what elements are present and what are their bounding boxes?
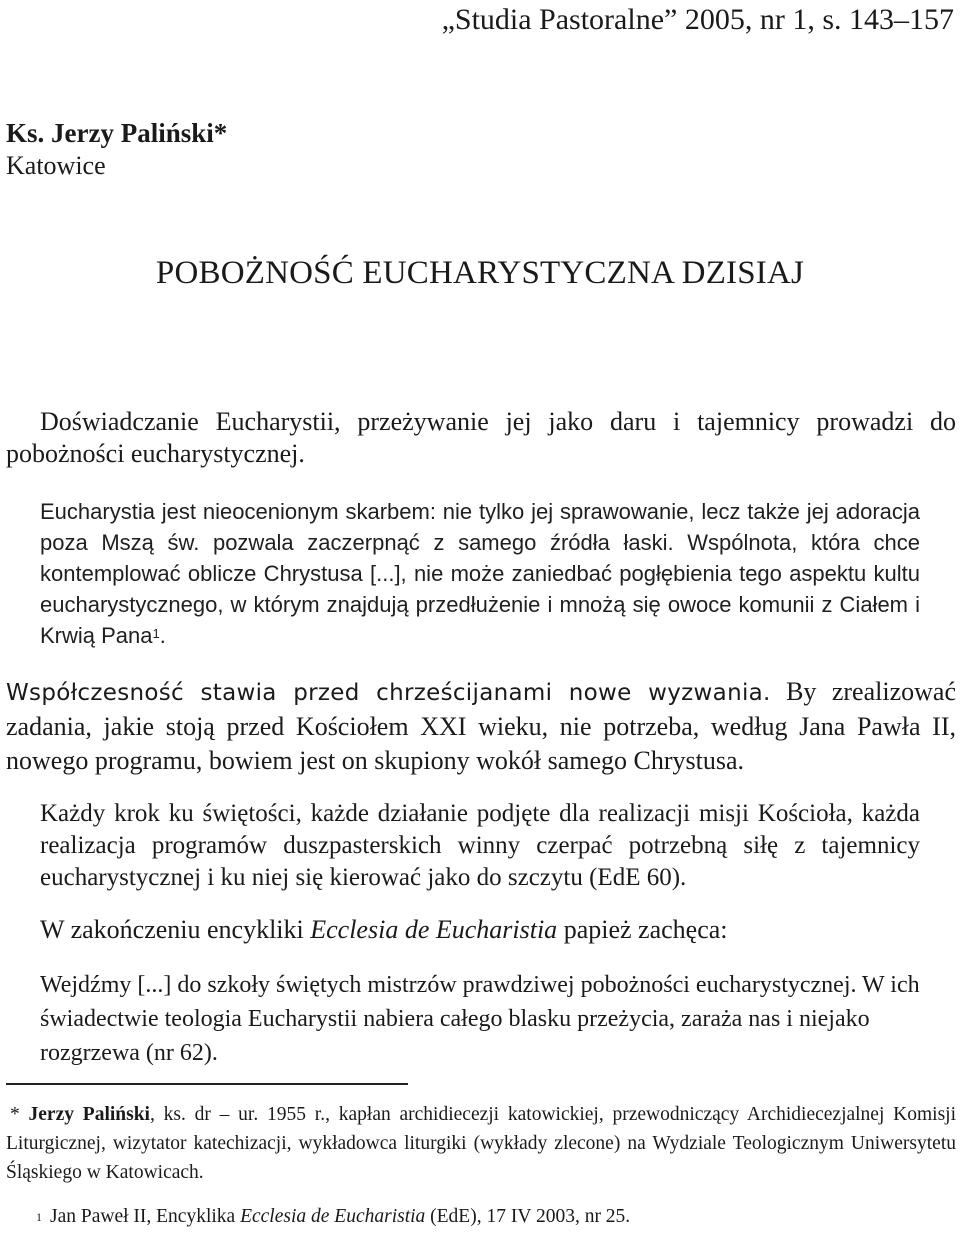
paragraph-2-lead: Współczesność stawia przed chrześcijanami nowe wyzwania.: [6, 680, 771, 706]
article-title: POBOŻNOŚĆ EUCHARYSTYCZNA DZISIAJ: [155, 255, 805, 291]
body-paragraph-2: [6, 675, 956, 778]
journal-reference: „Studia Pastoralne” 2005, nr 1, s. 143–157: [441, 3, 954, 36]
encyclical-title: Ecclesia de Eucharistia: [310, 915, 558, 944]
footnote-author-bio: , kapłan archidiecezji katowickiej, przewodniczący Archidiecezjalnej Komisji Liturgicznej, wizytator katechizacji, wykładowca liturgiki (wykłady zlecone) na Wydziale Teologicznym Uniwersytetu Śląskiego w Katowicach.: [6, 1104, 957, 1183]
author-affiliation-city: Katowice: [6, 151, 106, 180]
footnote-1-after: (EdE), 17 IV 2003, nr 25.: [425, 1206, 631, 1227]
footnote-star: *: [10, 1104, 29, 1125]
paragraph-3-after: papież zachęca:: [557, 915, 728, 944]
footnote-ref-1[interactable]: 1: [152, 626, 160, 641]
footnote-1-encyclical: Ecclesia de Eucharistia: [240, 1206, 426, 1227]
footnote-separator: [6, 1083, 408, 1085]
quote-1-text: Eucharystia jest nieocenionym skarbem: nie tylko jej sprawowanie, lecz także jej adoracja poza Mszą św. pozwala zaczerpnąć z samego źródła łaski. Wspólnota, która chce kontemplować oblicze Chrystusa [...], nie może zaniedbać pogłębienia tego aspektu kultu eucharystycznego, w którym znajdują przedłużenie i mnożą się owoce komunii z Ciałem i Krwią Pana: [40, 499, 920, 648]
author-name: Ks. Jerzy Paliński*: [6, 118, 228, 148]
block-quote-2: Każdy krok ku świętości, każde działanie podjęte dla realizacji misji Kościoła, każda realizacja programów duszpasterskich winny czerpać potrzebną siłę z tajemnicy eucharystycznej i ku niej się kierować jako do szczytu (EdE 60).: [40, 800, 920, 891]
footnote-author: [6, 1100, 956, 1187]
intro-paragraph: Doświadczanie Eucharystii, przeżywanie jej jako daru i tajemnicy prowadzi do pobożności eucharystycznej.: [6, 407, 956, 468]
footnote-author-degree: , ks. dr – ur. 1955 r.: [149, 1104, 326, 1125]
block-quote-3: Wejdźmy [...] do szkoły świętych mistrzów prawdziwej pobożności eucharystycznej. W ich świadectwie teologia Eucharystii nabiera całego blasku przeżycia, zaraża nas i niejako rozgrzewa (nr 62).: [40, 972, 920, 1066]
footnote-1: [36, 1203, 936, 1231]
paragraph-3-before: W zakończeniu encykliki: [40, 915, 311, 944]
body-paragraph-3: [40, 912, 940, 948]
footnote-1-mark: 1: [36, 1210, 42, 1224]
paragraph-2-rest: By zrealizować zadania, jakie stoją przed Kościołem XXI wieku, nie potrzeba, według Jana Pawła II, nowego programu, bowiem jest on skupiony wokół samego Chrystusa.: [6, 677, 956, 775]
footnote-author-name: Jerzy Paliński: [28, 1104, 150, 1125]
quote-1-end: .: [159, 623, 166, 648]
block-quote-1: [40, 496, 920, 651]
footnote-1-before: Jan Paweł II, Encyklika: [50, 1206, 241, 1227]
